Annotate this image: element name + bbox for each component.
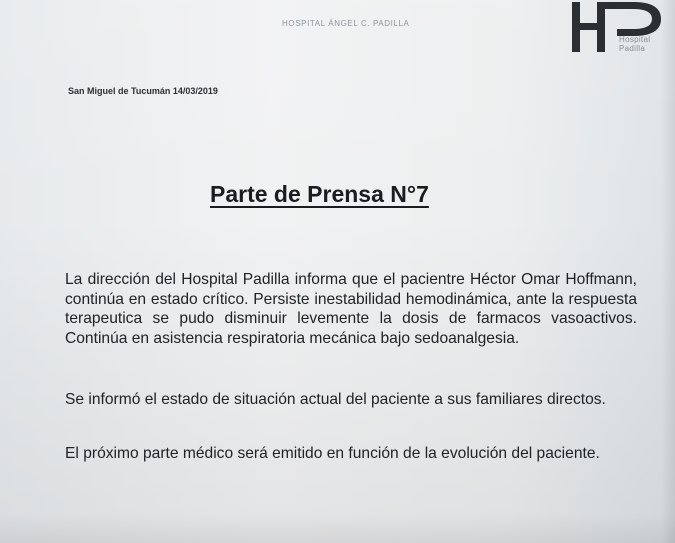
paper-bottom-shadow xyxy=(0,513,675,543)
letterhead-institution: HOSPITAL ÁNGEL C. PADILLA xyxy=(282,19,410,28)
paragraph-status: La dirección del Hospital Padilla informa que el pacientre Héctor Omar Hoffmann, continúa en estado crítico. Persiste inestabilidad hemodinámica, ante la respuesta terapeutica se pudo disminuir levemente la dosis de farmacos vasoactivos. Continúa en asistencia respiratoria mecánica bajo sedoanalgesia. xyxy=(65,271,637,347)
date-line: San Miguel de Tucumán 14/03/2019 xyxy=(68,86,218,96)
paragraph-family: Se informó el estado de situación actual del paciente a sus familiares directos. xyxy=(65,391,606,408)
paper-edge-shadow xyxy=(661,0,675,543)
logo-word-padilla: Padilla xyxy=(619,44,646,53)
document-title: Parte de Prensa N°7 xyxy=(210,181,429,207)
paragraph-next-report: El próximo parte médico será emitido en función de la evolución del paciente. xyxy=(65,445,600,462)
hospital-logo xyxy=(569,0,669,56)
logo-word-hospital: Hospital xyxy=(619,35,651,44)
